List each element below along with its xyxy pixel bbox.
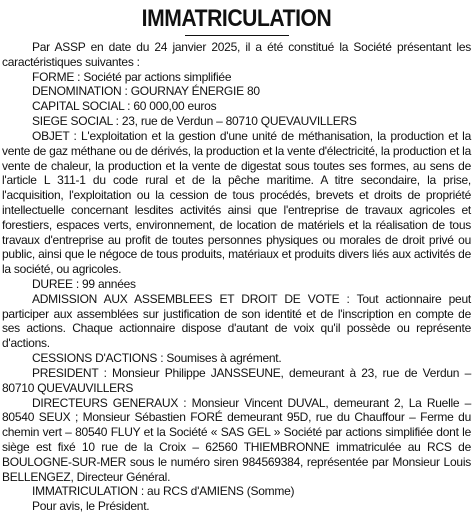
- directeurs-paragraph: DIRECTEURS GENERAUX : Monsieur Vincent DUVAL, demeurant 2, La Ruelle – 80540 SEUX ; Monsieur Sébastien FORÉ demeurant 95D, rue du Chauffour – Ferme du chemin vert – 80540 FLUY et la Société « SAS GEL » Société par actions simplifiée dont le siège est fixé 10 rue de la Croix – 62560 THIEMBRONNE immatriculée au RCS de BOULOGNE-SUR-MER sous le numéro siren 984569384, représentée par Monsieur Louis BELLENGEZ, Directeur Général.: [2, 395, 471, 484]
- notice-title: IMMATRICULATION: [141, 5, 332, 32]
- forme-line: FORME : Société par actions simplifiée: [32, 69, 232, 84]
- intro-paragraph: Par ASSP en date du 24 janvier 2025, il a été constitué la Société présentant les caractéristiques suivantes :: [2, 40, 471, 69]
- immatriculation-line: IMMATRICULATION : au RCS d'AMIENS (Somme): [32, 484, 295, 499]
- objet-paragraph: OBJET : L'exploitation et la gestion d'une unité de méthanisation, la production et la vente de gaz méthane ou de dérivés, la production et la vente d'électricité, la production et la vente de chaleur, la production et la vente de digestat sous toutes ses formes, au sens de l'article L 311-1 du code rural et de la pêche maritime. A titre secondaire, la prise, l'acquisition, l'exploitation ou la cession de tous procédés, brevets et droits de propriété intellectuelle concernant lesdites activités ainsi que l'entreprise de travaux agricoles et forestiers, espaces verts, environnement, de location de matériels et la réalisation de tous travaux d'entreprise au profit de toutes personnes physiques ou morales de droit privé ou public, ainsi que le négoce de tous produits, matériaux et produits divers liés aux activités de la société, ou agricoles.: [2, 128, 471, 277]
- siege-social-line: SIEGE SOCIAL : 23, rue de Verdun – 80710 QUEVAUVILLERS: [32, 114, 357, 129]
- denomination-line: DENOMINATION : GOURNAY ÉNERGIE 80: [32, 84, 260, 99]
- admission-paragraph: ADMISSION AUX ASSEMBLEES ET DROIT DE VOTE : Tout actionnaire peut participer aux assemblées sur justification de son identité et de l'inscription en compte de ses actions. Chaque actionnaire dispose d'autant de voix qu'il possède ou représente d'actions.: [2, 291, 471, 351]
- signature-line: Pour avis, le Président.: [32, 499, 150, 513]
- title-underline: [185, 35, 289, 36]
- president-paragraph: PRESIDENT : Monsieur Philippe JANSSEUNE, demeurant à 23, rue de Verdun – 80710 QUEVAUVILLERS: [2, 365, 471, 395]
- cessions-line: CESSIONS D'ACTIONS : Soumises à agrément.: [32, 351, 282, 366]
- duree-line: DUREE : 99 années: [32, 277, 136, 291]
- capital-social-line: CAPITAL SOCIAL : 60 000,00 euros: [32, 99, 217, 114]
